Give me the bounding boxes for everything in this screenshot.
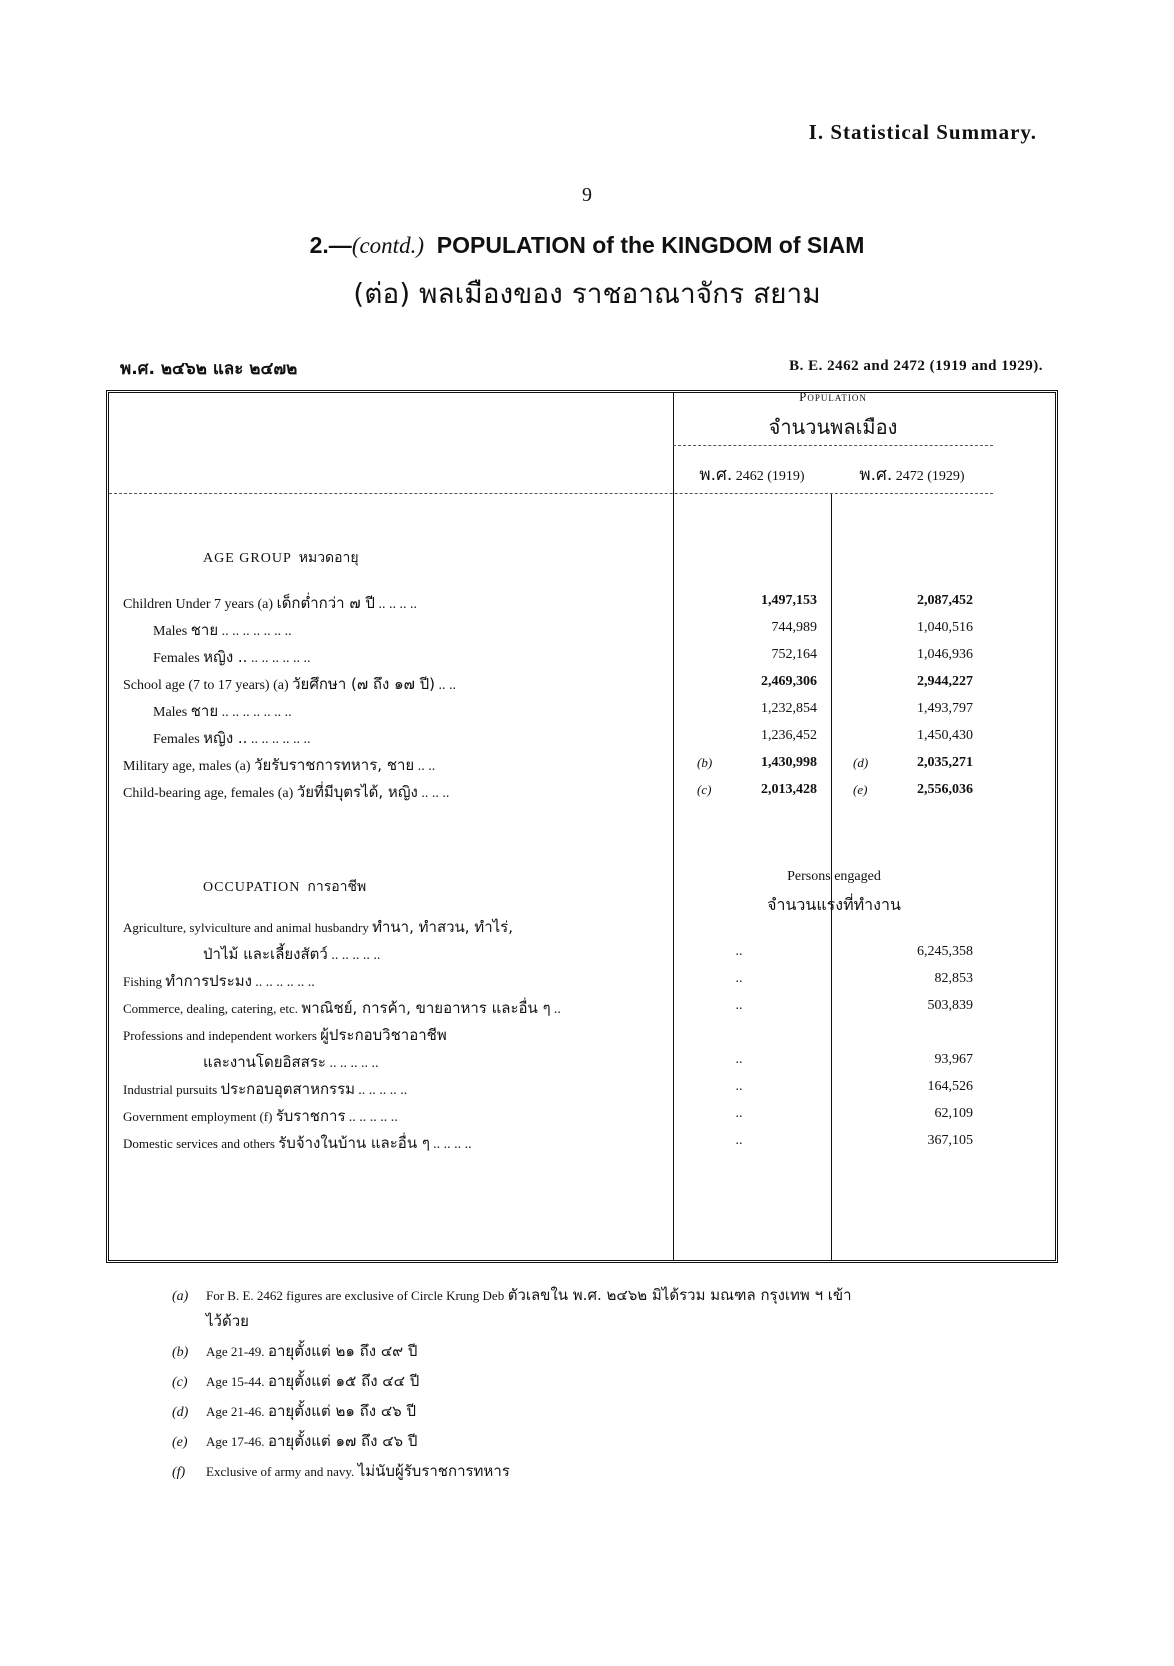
- occupation-row-label-cont: [203, 942, 380, 966]
- row-label-thai: ผู้ประกอบวิชาอาชีพ: [320, 1026, 447, 1044]
- value-1929: 503,839: [927, 998, 973, 1013]
- footnote-en: For B. E. 2462 figures are exclusive of Circle Krung Deb: [206, 1288, 505, 1303]
- page-title-thai: (ต่อ) พลเมืองของ ราชอาณาจักร สยาม: [353, 277, 821, 310]
- age-row-label: [153, 726, 310, 750]
- footnote-mark: (c): [172, 1375, 188, 1390]
- row-label-en: Females: [153, 732, 200, 747]
- row-label-thai: ชาย: [190, 621, 219, 639]
- footnote-thai: ไม่นับผู้รับราชการทหาร: [357, 1462, 510, 1480]
- row-label-thai: วัยศึกษา (๗ ถึง ๑๗ ปี): [292, 675, 436, 693]
- footnote-item: [172, 1283, 852, 1307]
- occupation-row-label: [123, 969, 315, 993]
- footnote-en: Exclusive of army and navy.: [206, 1464, 355, 1479]
- col2-thai: พ.ศ.: [859, 465, 893, 485]
- age-row-label: [123, 753, 435, 777]
- footnote-item: [172, 1399, 416, 1423]
- row-leader-dots: .. .. .. .. ..: [329, 1056, 379, 1071]
- value-1929: 62,109: [934, 1106, 973, 1121]
- footnote-en: Age 21-49.: [206, 1344, 265, 1359]
- value-1929: 2,556,036: [917, 782, 973, 797]
- footnote-item: [172, 1339, 417, 1363]
- row-leader-dots: .. .. .. .. ..: [331, 948, 381, 963]
- row-note-1929: (d): [853, 755, 869, 770]
- footnote-thai: อายุตั้งแต่ ๑๗ ถึง ๔๖ ปี: [268, 1432, 418, 1450]
- age-row-label: [153, 699, 292, 723]
- footnote-thai: ตัวเลขใน พ.ศ. ๒๔๖๒ มิได้รวม มณฑล กรุงเทพ ฯ เข้า: [507, 1286, 852, 1304]
- page-title: [0, 232, 1174, 259]
- value-1929: 1,046,936: [917, 647, 973, 662]
- value-1929: 6,245,358: [917, 944, 973, 959]
- footnote-mark: (b): [172, 1345, 189, 1360]
- value-1919: ..: [735, 1133, 743, 1148]
- row-label-thai: พาณิชย์, การค้า, ขายอาหาร และอื่น ๆ: [301, 999, 551, 1017]
- row-label-en: Males: [153, 624, 188, 639]
- value-1919: 1,232,854: [761, 701, 817, 716]
- population-underline: [673, 445, 993, 446]
- age-row-label: [123, 780, 449, 804]
- row-leader-dots: .. .. .. .. .. ..: [255, 975, 315, 990]
- footnote-en: Age 17-46.: [206, 1434, 265, 1449]
- value-1929: 1,450,430: [917, 728, 973, 743]
- row-label-en: Commerce, dealing, catering, etc.: [123, 1001, 299, 1016]
- row-label-thai: ทำการประมง: [165, 972, 252, 990]
- occupation-heading: [203, 876, 366, 898]
- col1-thai: พ.ศ.: [699, 465, 733, 485]
- title-main: POPULATION of the KINGDOM of SIAM: [436, 232, 865, 258]
- occupation-row-label: [123, 1077, 407, 1101]
- row-leader-dots: .. ..: [438, 678, 457, 693]
- age-row-label: [153, 645, 310, 669]
- value-1919: ..: [735, 1079, 743, 1094]
- value-1919: 2,469,306: [761, 674, 817, 689]
- footnote-mark: (e): [172, 1435, 188, 1450]
- age-row-label: [123, 672, 456, 696]
- row-leader-dots: .. .. .. .. .. .. ..: [221, 705, 292, 720]
- row-note-1919: (c): [697, 782, 712, 797]
- value-1929: 2,087,452: [917, 593, 973, 608]
- row-label-thai: รับจ้างในบ้าน และอื่น ๆ: [278, 1134, 430, 1152]
- row-label-en: Industrial pursuits: [123, 1082, 218, 1097]
- row-label-thai: วัยที่มีบุตรได้, หญิง: [296, 783, 418, 801]
- value-1919: 1,430,998: [761, 755, 817, 770]
- row-leader-dots: .. ..: [417, 759, 436, 774]
- row-leader-dots: ..: [553, 1002, 561, 1017]
- value-1919: ..: [735, 1106, 743, 1121]
- page-number: 9: [582, 184, 592, 206]
- row-label-en: Child-bearing age, females (a): [123, 786, 294, 801]
- value-1919: ..: [735, 944, 743, 959]
- section-title: I. Statistical Summary.: [808, 120, 1037, 144]
- footnote-thai: อายุตั้งแต่ ๒๑ ถึง ๔๖ ปี: [268, 1402, 416, 1420]
- occupation-row-label: [123, 915, 513, 939]
- column-1929-header: [831, 461, 993, 488]
- header-rule: [109, 493, 993, 494]
- value-1919: ..: [735, 1052, 743, 1067]
- row-leader-dots: .. .. .. .. ..: [358, 1083, 408, 1098]
- footnote-item: [172, 1459, 510, 1483]
- population-header-en: Population: [799, 389, 867, 404]
- table-frame: [106, 390, 1058, 1263]
- age-group-heading-thai: หมวดอายุ: [298, 550, 359, 566]
- value-1919: 2,013,428: [761, 782, 817, 797]
- footnote-item: [172, 1369, 419, 1393]
- col2-year: 2472 (1929): [895, 469, 965, 484]
- row-label-thai: วัยรับราชการทหาร, ชาย: [254, 756, 415, 774]
- title-prefix: 2.—: [309, 232, 352, 258]
- col1-year: 2462 (1919): [735, 469, 805, 484]
- population-header-thai: จำนวนพลเมือง: [768, 415, 898, 439]
- footnote-mark: (a): [172, 1289, 189, 1304]
- row-label-thai-cont: ป่าไม้ และเลี้ยงสัตว์: [203, 945, 328, 963]
- footnote-thai-cont: ไว้ด้วย: [206, 1312, 249, 1330]
- value-1929: 2,944,227: [917, 674, 973, 689]
- row-leader-dots: .. .. .. .. ..: [348, 1110, 398, 1125]
- occupation-heading-thai: การอาชีพ: [307, 879, 367, 895]
- row-label-en: Males: [153, 705, 188, 720]
- value-1929: 367,105: [927, 1133, 973, 1148]
- footnote-mark: (f): [172, 1465, 186, 1480]
- occupation-row-label: [123, 1131, 472, 1155]
- row-label-en: Agriculture, sylviculture and animal husbandry: [123, 920, 369, 935]
- row-label-thai: หญิง ..: [203, 648, 248, 666]
- value-1919: 744,989: [771, 620, 817, 635]
- title-contd: (contd.): [351, 233, 424, 258]
- row-label-en: Government employment (f): [123, 1109, 273, 1124]
- row-leader-dots: .. .. ..: [421, 786, 450, 801]
- occupation-row-label: [123, 996, 561, 1020]
- value-1929: 82,853: [934, 971, 973, 986]
- row-label-thai: ชาย: [190, 702, 219, 720]
- row-leader-dots: .. .. .. .. .. ..: [250, 651, 311, 666]
- column-1919-header: [673, 461, 831, 488]
- footnote-thai: อายุตั้งแต่ ๒๑ ถึง ๔๙ ปี: [268, 1342, 418, 1360]
- row-label-en: Domestic services and others: [123, 1136, 275, 1151]
- value-1919: ..: [735, 998, 743, 1013]
- column-divider-left: [673, 393, 674, 1260]
- date-english: B. E. 2462 and 2472 (1919 and 1929).: [789, 358, 1043, 374]
- footnote-thai: อายุตั้งแต่ ๑๕ ถึง ๔๔ ปี: [268, 1372, 420, 1390]
- occupation-row-label-cont: [203, 1050, 378, 1074]
- row-label-thai: รับราชการ: [275, 1107, 346, 1125]
- value-1929: 2,035,271: [917, 755, 973, 770]
- value-1919: 1,236,452: [761, 728, 817, 743]
- row-note-1929: (e): [853, 782, 868, 797]
- occupation-heading-en: OCCUPATION: [203, 880, 301, 895]
- row-leader-dots: .. .. .. ..: [378, 597, 417, 612]
- row-leader-dots: .. .. .. ..: [433, 1137, 472, 1152]
- row-label-thai: เด็กต่ำกว่า ๗ ปี: [276, 594, 375, 612]
- footnote-mark: (d): [172, 1405, 189, 1420]
- persons-engaged-thai: จำนวนแรงที่ทำงาน: [767, 895, 901, 914]
- row-label-en: Professions and independent workers: [123, 1028, 317, 1043]
- value-1929: 1,493,797: [917, 701, 973, 716]
- date-thai: พ.ศ. ๒๔๖๒ และ ๒๔๗๒: [120, 359, 298, 379]
- footnote-item: [172, 1429, 417, 1453]
- row-label-en: School age (7 to 17 years) (a): [123, 678, 289, 693]
- row-label-thai: ประกอบอุตสาหกรรม: [220, 1080, 356, 1098]
- row-label-en: Military age, males (a): [123, 759, 251, 774]
- row-leader-dots: .. .. .. .. .. ..: [250, 732, 311, 747]
- occupation-row-label: [123, 1104, 398, 1128]
- footnote-en: Age 15-44.: [206, 1374, 265, 1389]
- persons-engaged-en: Persons engaged: [787, 869, 881, 884]
- row-label-en: Fishing: [123, 974, 163, 989]
- row-note-1919: (b): [697, 755, 713, 770]
- row-label-en: Females: [153, 651, 200, 666]
- age-row-label: [123, 591, 417, 615]
- row-leader-dots: .. .. .. .. .. .. ..: [221, 624, 292, 639]
- row-label-en: Children Under 7 years (a): [123, 597, 274, 612]
- row-label-thai: ทำนา, ทำสวน, ทำไร่,: [372, 918, 513, 936]
- occupation-row-label: [123, 1023, 447, 1047]
- value-1919: 1,497,153: [761, 593, 817, 608]
- value-1929: 93,967: [934, 1052, 973, 1067]
- age-group-heading: [203, 547, 359, 569]
- value-1929: 1,040,516: [917, 620, 973, 635]
- row-label-thai: หญิง ..: [203, 729, 248, 747]
- value-1919: 752,164: [771, 647, 817, 662]
- row-label-thai-cont: และงานโดยอิสสระ: [203, 1053, 326, 1071]
- age-row-label: [153, 618, 292, 642]
- value-1919: ..: [735, 971, 743, 986]
- age-group-heading-en: AGE GROUP: [203, 551, 292, 566]
- value-1929: 164,526: [927, 1079, 973, 1094]
- footnote-en: Age 21-46.: [206, 1404, 265, 1419]
